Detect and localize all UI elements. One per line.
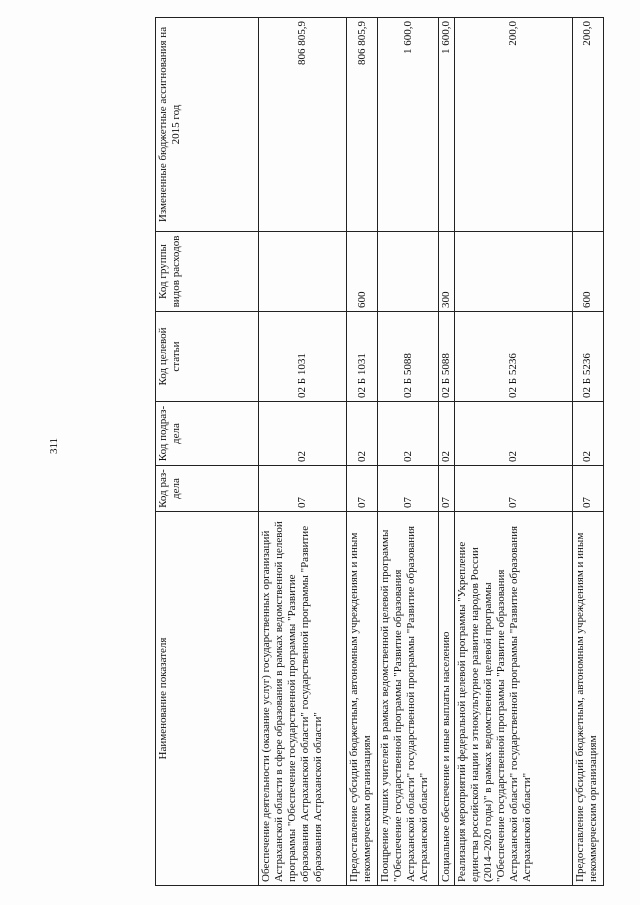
cell-target-item: 02 Б 5236 bbox=[572, 312, 603, 402]
cell-subsection: 02 bbox=[454, 402, 572, 466]
cell-name: Обеспечение деятельности (оказание услуг) государственных организаций Астраханской области в сфере образования в рамках ведомственной целевой программы "Обеспечение государственной программы "Развитие образования Астраханской области" государственной программы "Развитие образования Астраханской области" bbox=[259, 512, 347, 886]
cell-subsection: 02 bbox=[347, 402, 378, 466]
table-row bbox=[259, 18, 347, 886]
rotated-table-container bbox=[155, 18, 599, 886]
cell-expense-group bbox=[378, 232, 439, 312]
cell-amount: 200,0 bbox=[572, 18, 603, 232]
table-header-row bbox=[156, 18, 259, 886]
cell-target-item: 02 Б 5236 bbox=[454, 312, 572, 402]
header-section-code: Код раз-дела bbox=[156, 466, 259, 512]
cell-name: Предоставление субсидий бюджетным, автономным учреждениям и иным некоммерческим организациям bbox=[572, 512, 603, 886]
cell-amount: 200,0 bbox=[454, 18, 572, 232]
cell-name: Социальное обеспечение и иные выплаты населению bbox=[439, 512, 455, 886]
cell-name: Предоставление субсидий бюджетным, автономным учреждениям и иным некоммерческим организациям bbox=[347, 512, 378, 886]
table-row bbox=[378, 18, 439, 886]
cell-section: 07 bbox=[572, 466, 603, 512]
cell-expense-group: 600 bbox=[347, 232, 378, 312]
cell-name: Поощрение лучших учителей в рамках ведомственной целевой программы "Обеспечение государственной программы "Развитие образования Астраханской области" государственной программы "Развитие образования Астраханской области" bbox=[378, 512, 439, 886]
page-number: 311 bbox=[48, 437, 60, 455]
budget-table bbox=[155, 17, 604, 886]
header-subsection-code: Код подраз-дела bbox=[156, 402, 259, 466]
table-row bbox=[454, 18, 572, 886]
cell-expense-group: 600 bbox=[572, 232, 603, 312]
cell-amount: 806 805,9 bbox=[259, 18, 347, 232]
cell-subsection: 02 bbox=[572, 402, 603, 466]
cell-expense-group bbox=[259, 232, 347, 312]
cell-section: 07 bbox=[378, 466, 439, 512]
cell-amount: 1 600,0 bbox=[439, 18, 455, 232]
cell-name: Реализация мероприятий федеральной целевой программы "Укрепление единства российской нации и этнокультурное развитие народов России (2014–2020 годы)" в рамках ведомственной целевой программы "Обеспечение государственной программы "Развитие образования Астраханской области" государственной программы "Развитие образования Астраханской области" bbox=[454, 512, 572, 886]
header-name: Наименование показателя bbox=[156, 512, 259, 886]
cell-subsection: 02 bbox=[378, 402, 439, 466]
header-target-item-code: Код целевой статьи bbox=[156, 312, 259, 402]
table-row bbox=[572, 18, 603, 886]
cell-section: 07 bbox=[454, 466, 572, 512]
table-row bbox=[347, 18, 378, 886]
cell-section: 07 bbox=[439, 466, 455, 512]
cell-target-item: 02 Б 1031 bbox=[347, 312, 378, 402]
cell-target-item: 02 Б 1031 bbox=[259, 312, 347, 402]
cell-amount: 806 805,9 bbox=[347, 18, 378, 232]
cell-target-item: 02 Б 5088 bbox=[378, 312, 439, 402]
cell-amount: 1 600,0 bbox=[378, 18, 439, 232]
header-budget-allocation: Измененные бюджетные ассигнования на 2015 год bbox=[156, 18, 259, 232]
cell-section: 07 bbox=[347, 466, 378, 512]
cell-expense-group: 300 bbox=[439, 232, 455, 312]
cell-subsection: 02 bbox=[259, 402, 347, 466]
cell-expense-group bbox=[454, 232, 572, 312]
cell-section: 07 bbox=[259, 466, 347, 512]
header-expense-group-code: Код группы видов расходов bbox=[156, 232, 259, 312]
cell-subsection: 02 bbox=[439, 402, 455, 466]
table-row bbox=[439, 18, 455, 886]
cell-target-item: 02 Б 5088 bbox=[439, 312, 455, 402]
